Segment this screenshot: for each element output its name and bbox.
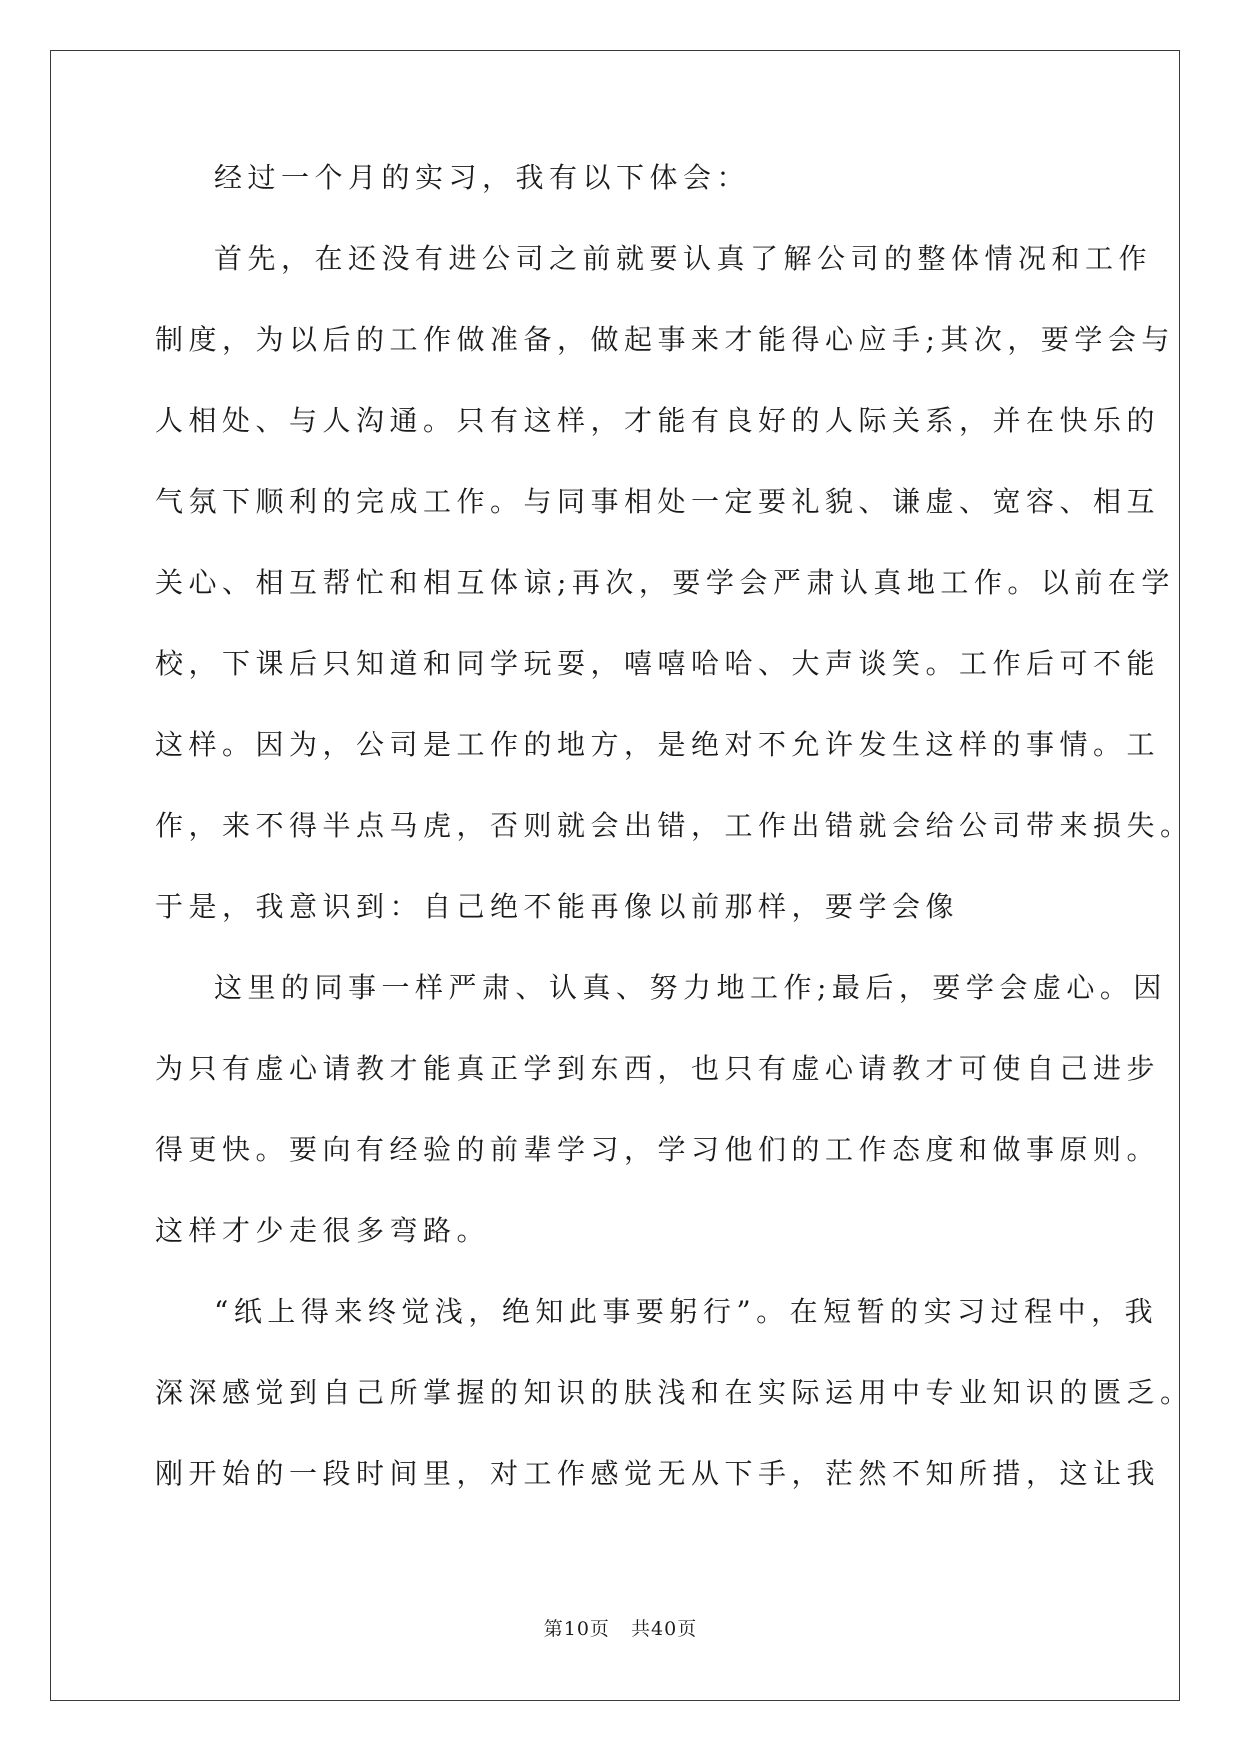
text-line: 为只有虚心请教才能真正学到东西，也只有虚心请教才可使自己进步 — [155, 1052, 1161, 1085]
text-line: 校，下课后只知道和同学玩耍，嘻嘻哈哈、大声谈笑。工作后可不能 — [155, 647, 1161, 680]
text-line: 作，来不得半点马虎，否则就会出错，工作出错就会给公司带来损失。 — [155, 809, 1194, 842]
text-line: 经过一个月的实习，我有以下体会： — [214, 161, 751, 194]
text-line: 刚开始的一段时间里，对工作感觉无从下手，茫然不知所措，这让我 — [155, 1457, 1161, 1490]
text-line: 首先，在还没有进公司之前就要认真了解公司的整体情况和工作 — [214, 242, 1153, 275]
page-number-footer: 第10页 共40页 — [543, 1618, 698, 1640]
text-line: 关心、相互帮忙和相互体谅;再次，要学会严肃认真地工作。以前在学 — [155, 566, 1175, 599]
text-line: 制度，为以后的工作做准备，做起事来才能得心应手;其次，要学会与 — [155, 323, 1175, 356]
text-line: 于是，我意识到：自己绝不能再像以前那样，要学会像 — [155, 890, 960, 923]
text-line: 这里的同事一样严肃、认真、努力地工作;最后，要学会虚心。因 — [214, 971, 1167, 1004]
text-line: 这样才少走很多弯路。 — [155, 1214, 491, 1247]
text-line: 得更快。要向有经验的前辈学习，学习他们的工作态度和做事原则。 — [155, 1133, 1161, 1166]
text-line: 这样。因为，公司是工作的地方，是绝对不允许发生这样的事情。工 — [155, 728, 1161, 761]
text-line: 深深感觉到自己所掌握的知识的肤浅和在实际运用中专业知识的匮乏。 — [155, 1376, 1194, 1409]
text-line: 人相处、与人沟通。只有这样，才能有良好的人际关系，并在快乐的 — [155, 404, 1161, 437]
text-line: 气氛下顺利的完成工作。与同事相处一定要礼貌、谦虚、宽容、相互 — [155, 485, 1161, 518]
text-line: “纸上得来终觉浅，绝知此事要躬行”。在短暂的实习过程中，我 — [214, 1295, 1159, 1328]
document-body — [155, 160, 1194, 1537]
